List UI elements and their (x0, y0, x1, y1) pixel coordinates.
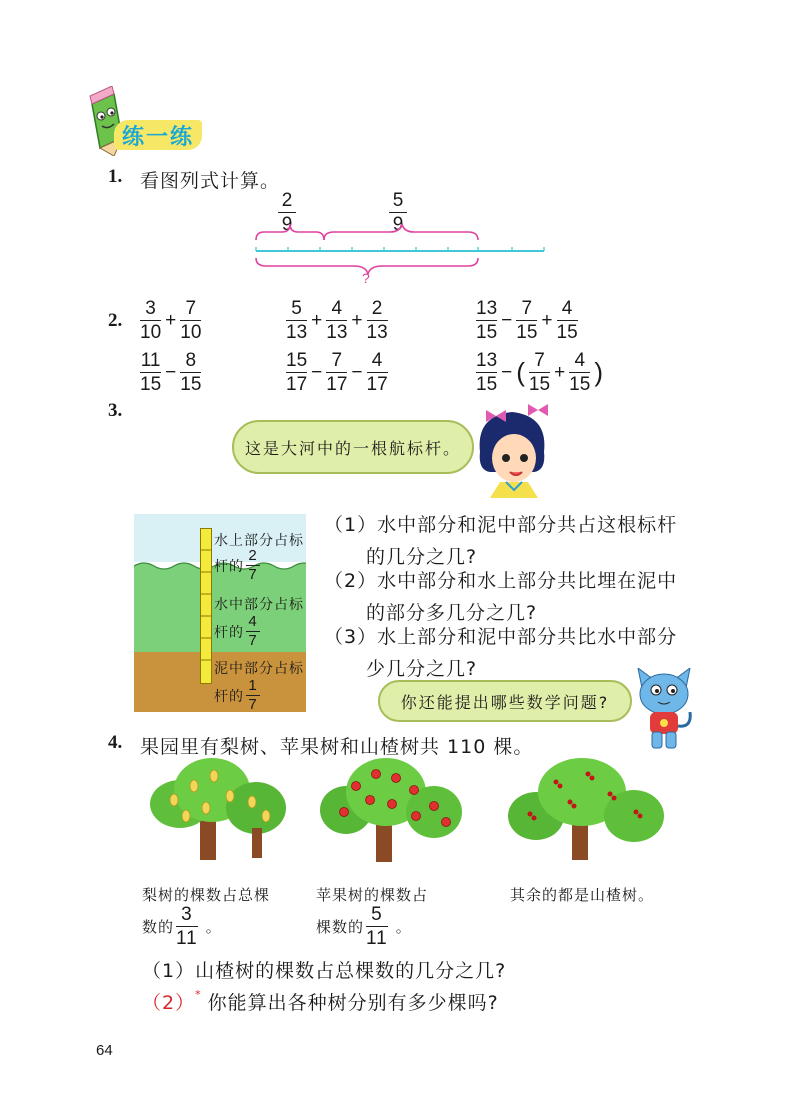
water-label: 水中部分占标 (214, 597, 304, 613)
fraction: $\frac{7}{17}$ (326, 350, 348, 395)
q1-unknown: ? (362, 270, 370, 286)
operator: + (311, 309, 323, 331)
apple-caption-line1: 苹果树的棵数占 (316, 886, 429, 904)
hawthorn-caption: 其余的都是山楂树。 (510, 886, 655, 904)
fraction: $\frac{8}{15}$ (180, 350, 202, 395)
operator: + (541, 309, 553, 331)
above-label: 水上部分占标 (214, 533, 304, 549)
q1-number: 1. (108, 166, 123, 187)
parenthesis: ) (594, 357, 603, 387)
girl-speech-bubble (232, 420, 474, 474)
q2-number: 2. (108, 310, 123, 331)
fraction: $\frac{4}{15}$ (569, 350, 591, 395)
cat-speech-text: 你还能提出哪些数学问题? (400, 692, 610, 712)
mud-suffix-row: 杆的 $\frac{1}{7}$ (214, 678, 262, 712)
girl-speech-text: 这是大河中的一根航标杆。 (244, 438, 461, 458)
water-suffix-row: 杆的 $\frac{4}{7}$ (214, 614, 262, 649)
cat-speech-bubble (378, 680, 632, 722)
girl-avatar-icon (472, 402, 554, 498)
section-title: 练一练 (121, 124, 194, 150)
operator: − (311, 361, 323, 383)
fraction: $\frac{4}{17}$ (366, 350, 388, 395)
optional-star: * (195, 988, 202, 1001)
fraction: $\frac{7}{10}$ (180, 298, 202, 343)
mud-frac: $\frac{1}{7}$ (246, 678, 260, 712)
q1-frac-a: 2 9 (278, 190, 296, 235)
parenthesis: ( (516, 357, 525, 387)
above-frac: $\frac{2}{7}$ (246, 548, 260, 583)
q4-text: 果园里有梨树、苹果树和山楂树共 110 棵。 (140, 736, 534, 758)
pear-caption-line2: 数的 $\frac{3}{11}$ 。 (142, 904, 222, 949)
fraction: $\frac{11}{15}$ (140, 350, 162, 395)
page-number: 64 (96, 1042, 113, 1059)
apple-frac: $\frac{5}{11}$ (366, 904, 388, 949)
operator: + (351, 309, 363, 331)
apple-tree-picture (316, 756, 466, 864)
q3-question-3: （3） 水上部分和泥中部分共比水中部分 少几分之几? (324, 626, 678, 680)
q4-sub-question-1: （1） 山楂树的棵数占总棵数的几分之几? (142, 960, 507, 982)
mud-label: 泥中部分占标 (214, 661, 304, 677)
section-header (84, 86, 204, 156)
section-title-tag (114, 120, 202, 150)
above-suffix-row: 杆的 $\frac{2}{7}$ (214, 548, 262, 583)
q2-expression (138, 350, 203, 395)
q3-question-2: （2） 水中部分和水上部分共比埋在泥中 的部分多几分之几? (324, 570, 678, 624)
operator: − (351, 361, 363, 383)
fraction: $\frac{7}{15}$ (528, 350, 551, 395)
q1-frac-b: 5 9 (389, 190, 407, 235)
q2-expression (474, 298, 580, 343)
q4-sub2-index: （2） (142, 992, 196, 1014)
operator: − (501, 361, 513, 383)
fraction: $\frac{13}{15}$ (476, 298, 498, 343)
operator: − (501, 309, 513, 331)
q2-expression (474, 350, 605, 395)
fraction: $\frac{5}{13}$ (286, 298, 308, 343)
pole-ticks (200, 528, 212, 688)
q4-number: 4. (108, 732, 123, 753)
fraction: $\frac{13}{15}$ (476, 350, 498, 395)
fraction: $\frac{4}{13}$ (326, 298, 348, 343)
q2-expression (284, 350, 390, 395)
fraction: $\frac{2}{13}$ (366, 298, 388, 343)
q3-question-1: （1） 水中部分和泥中部分共占这根标杆 的几分之几? (324, 514, 678, 568)
q4-sub-question-2: （2） * 你能算出各种树分别有多少棵吗? (142, 988, 499, 1014)
operator: + (554, 361, 566, 383)
q3-number: 3. (108, 400, 123, 421)
cat-mascot-icon (632, 668, 696, 752)
q1-text: 看图列式计算。 (140, 170, 281, 192)
q2-expressions (138, 298, 758, 398)
water-frac: $\frac{4}{7}$ (246, 614, 260, 649)
fraction: $\frac{15}{17}$ (286, 350, 308, 395)
pear-tree-picture (144, 756, 294, 864)
pear-caption-line1: 梨树的棵数占总棵 (142, 886, 271, 904)
fraction: $\frac{7}{15}$ (516, 298, 538, 343)
pear-frac: $\frac{3}{11}$ (176, 904, 198, 949)
buoy-pole-picture (134, 514, 306, 712)
operator: + (165, 309, 177, 331)
apple-caption-line2: 棵数的 $\frac{5}{11}$ 。 (316, 904, 412, 949)
fraction: $\frac{4}{15}$ (556, 298, 578, 343)
fraction: $\frac{3}{10}$ (140, 298, 162, 343)
q2-expression (138, 298, 203, 343)
q2-expression (284, 298, 390, 343)
q1-segment-diagram (254, 220, 554, 300)
q1-diagram (254, 190, 554, 290)
operator: − (165, 361, 177, 383)
hawthorn-tree-picture (506, 756, 666, 864)
